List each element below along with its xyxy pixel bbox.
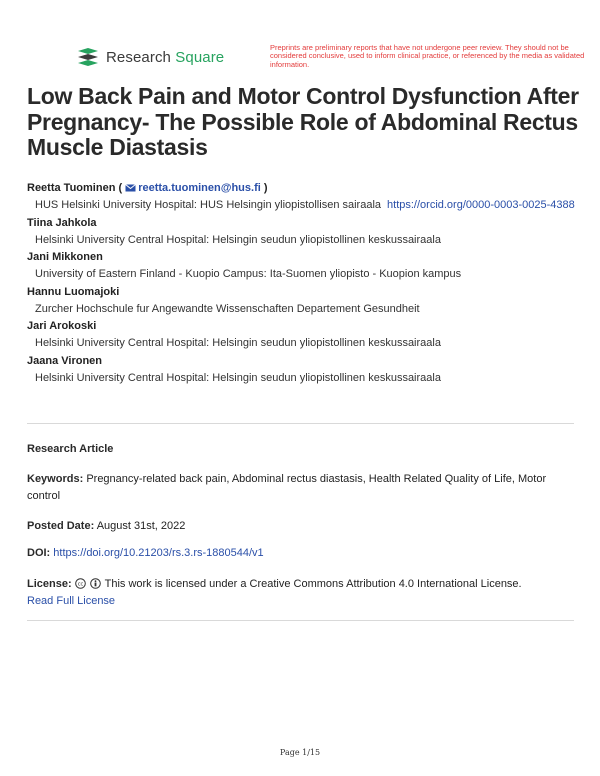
author-name: Hannu Luomajoki xyxy=(27,285,120,298)
logo-text-square: Square xyxy=(175,48,225,66)
author-entry xyxy=(27,284,577,319)
author-affiliation: Helsinki University Central Hospital: Helsingin seudun yliopistollinen keskussairaala xyxy=(35,233,441,246)
logo-text-research: Research xyxy=(106,48,171,66)
doi-section xyxy=(27,545,577,562)
license-label: License: xyxy=(27,578,72,590)
author-name: Tiina Jahkola xyxy=(27,216,97,229)
research-square-logo[interactable] xyxy=(76,47,224,67)
author-entry xyxy=(27,215,577,250)
doi-link[interactable]: https://doi.org/10.21203/rs.3.rs-1880544/v1 xyxy=(53,547,264,559)
author-name: Jaana Vironen xyxy=(27,354,102,367)
svg-text:cc: cc xyxy=(77,581,83,588)
posted-date-value: August 31st, 2022 xyxy=(96,520,186,532)
author-affiliation xyxy=(27,197,577,215)
keywords-text: Pregnancy-related back pain, Abdominal rectus diastasis, Health Related Quality of Life, Motor control xyxy=(27,473,547,502)
author-entry xyxy=(27,180,577,215)
article-type xyxy=(27,441,577,458)
author-entry xyxy=(27,353,577,388)
posted-date-section xyxy=(27,518,577,535)
posted-date-label: Posted Date: xyxy=(27,520,95,532)
author-email-link[interactable]: reetta.tuominen@hus.fi xyxy=(138,182,261,194)
doi-label: DOI: xyxy=(27,547,51,559)
header xyxy=(0,0,600,80)
affiliation-text: HUS Helsinki University Hospital: HUS Helsingin yliopistollisen sairaala xyxy=(35,199,382,211)
author-name-text: Reetta Tuominen xyxy=(27,182,116,194)
author-affiliation: Helsinki University Central Hospital: Helsingin seudun yliopistollinen keskussairaala xyxy=(35,371,441,384)
author-affiliation: University of Eastern Finland - Kuopio Campus: Ita-Suomen yliopisto - Kuopion kampus xyxy=(35,268,462,280)
keywords-label: Keywords: xyxy=(27,473,84,485)
orcid-link[interactable]: https://orcid.org/0000-0003-0025-4388 xyxy=(387,199,575,211)
mail-icon xyxy=(125,184,136,192)
author-entry xyxy=(27,249,577,284)
keywords-section xyxy=(27,471,577,505)
paper-title: Low Back Pain and Motor Control Dysfunction After Pregnancy- The Possible Role of Abdominal Rectus Muscle Diastasis xyxy=(27,83,579,160)
preprint-disclaimer: Preprints are preliminary reports that have not undergone peer review. They should not be considered conclusive, used to inform clinical practice, or referenced by the media as validated information. xyxy=(270,43,585,69)
author-entry xyxy=(27,318,577,353)
article-type-label: Research Article xyxy=(27,443,114,455)
read-full-license-link[interactable]: Read Full License xyxy=(27,595,116,607)
author-affiliation: Helsinki University Central Hospital: Helsingin seudun yliopistollinen keskussairaala xyxy=(35,337,441,349)
author-affiliation: Zurcher Hochschule fur Angewandte Wissenschaften Departement Gesundheit xyxy=(35,302,420,315)
author-name: Jani Mikkonen xyxy=(27,251,103,263)
logo-text xyxy=(106,49,224,66)
creative-commons-icon xyxy=(75,578,86,589)
license-section xyxy=(27,576,577,610)
page-number: Page 1/15 xyxy=(279,748,321,757)
section-divider xyxy=(27,423,574,424)
open-paren: ( xyxy=(118,182,123,194)
author-name xyxy=(27,180,577,197)
attribution-icon xyxy=(90,578,101,589)
research-square-logo-icon xyxy=(76,47,100,67)
close-paren: ) xyxy=(263,182,268,194)
license-text: This work is licensed under a Creative Commons Attribution 4.0 International License. xyxy=(104,578,522,590)
author-name: Jari Arokoski xyxy=(27,320,97,332)
section-divider xyxy=(27,620,574,621)
author-list xyxy=(27,180,577,387)
